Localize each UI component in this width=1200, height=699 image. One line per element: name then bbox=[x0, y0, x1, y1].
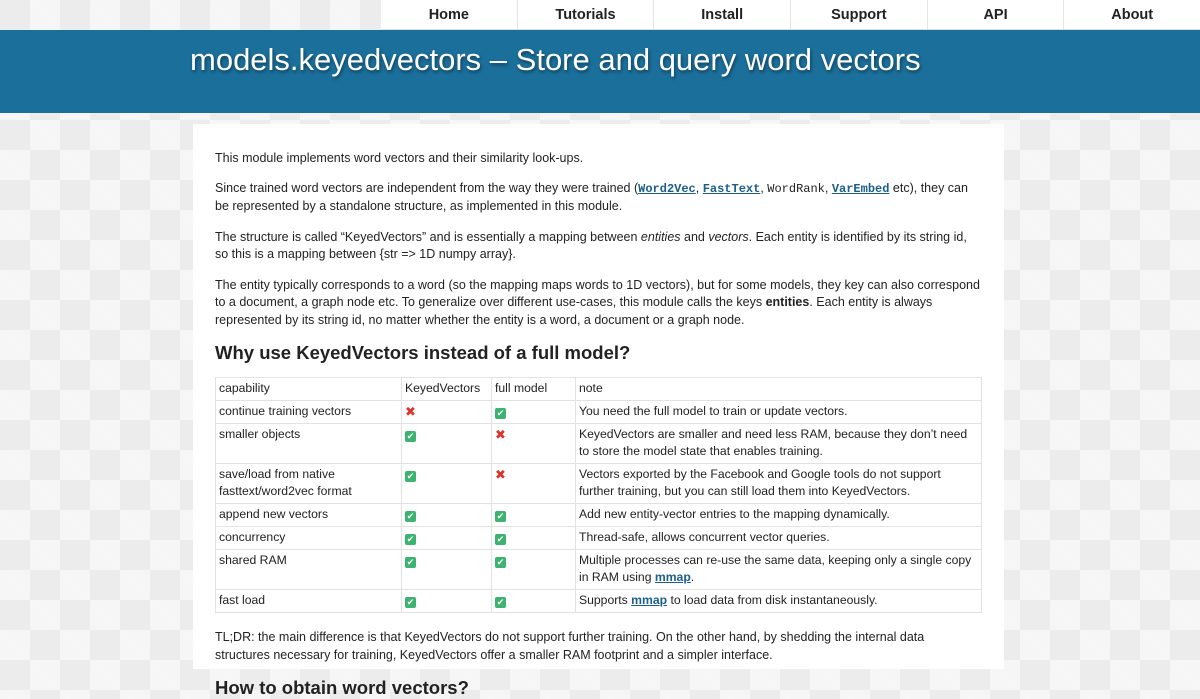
capability-cell: save/load from native fasttext/word2vec format bbox=[216, 464, 402, 504]
intro-paragraph-4: The entity typically corresponds to a word (so the mapping maps words to 1D vectors), but for some models, they key can also correspond to a document, a graph node etc. To generalize over different use-cases, this module calls the keys entities. Each entity is always represented by its string id, no matter whether the entity is a word, a document or a graph node. bbox=[215, 277, 980, 327]
table-row bbox=[216, 550, 982, 590]
full-model-cell bbox=[492, 590, 576, 613]
full-model-cell bbox=[492, 401, 576, 424]
title-banner bbox=[0, 30, 1200, 113]
table-row bbox=[216, 504, 982, 527]
keyedvectors-cell bbox=[402, 424, 492, 464]
header-keyedvectors: KeyedVectors bbox=[402, 378, 492, 401]
capability-cell: fast load bbox=[216, 590, 402, 613]
nav-home[interactable]: Home bbox=[428, 7, 469, 23]
header-capability: capability bbox=[216, 378, 402, 401]
word2vec-link[interactable]: Word2Vec bbox=[638, 181, 696, 196]
capability-cell: continue training vectors bbox=[216, 401, 402, 424]
full-model-cell bbox=[492, 464, 576, 504]
fasttext-link[interactable]: FastText bbox=[702, 181, 761, 196]
full-model-cell bbox=[492, 504, 576, 527]
mmap-link[interactable]: mmap bbox=[654, 570, 691, 584]
table-header-row bbox=[216, 378, 982, 401]
note-cell: Supports mmap to load data from disk instantaneously. bbox=[576, 590, 982, 613]
check-mark-icon: ✔ bbox=[406, 557, 415, 567]
table-row bbox=[216, 464, 982, 504]
capability-cell: concurrency bbox=[216, 527, 402, 550]
capability-cell: append new vectors bbox=[216, 504, 402, 527]
keyedvectors-cell bbox=[402, 401, 492, 424]
check-mark-icon: ✔ bbox=[496, 408, 505, 418]
note-cell: Vectors exported by the Facebook and Google tools do not support further training, but you can still load them into KeyedVectors. bbox=[576, 464, 982, 504]
tldr-paragraph: TL;DR: the main difference is that KeyedVectors do not support further training. On the other hand, by shedding the internal data structures necessary for training, KeyedVectors offer a smaller RAM footprint and a simpler interface. bbox=[215, 630, 925, 662]
check-mark-icon: ✔ bbox=[406, 471, 415, 481]
table-row bbox=[216, 424, 982, 464]
table-row bbox=[216, 527, 982, 550]
section-heading-why: Why use KeyedVectors instead of a full model? bbox=[215, 342, 631, 363]
intro-paragraph-1: This module implements word vectors and their similarity look-ups. bbox=[215, 151, 584, 165]
nav-api[interactable]: API bbox=[927, 0, 1064, 29]
intro-paragraph-3: The structure is called “KeyedVectors” and is essentially a mapping between entities and vectors. Each entity is identified by its string id, so this is a mapping between {str => 1D numpy array}. bbox=[215, 229, 967, 261]
wordrank-code: WordRank bbox=[767, 181, 825, 196]
nav-about[interactable]: About bbox=[1063, 0, 1200, 29]
check-mark-icon: ✔ bbox=[496, 534, 505, 544]
page-title: models.keyedvectors – Store and query word vectors bbox=[190, 42, 921, 77]
note-cell: You need the full model to train or update vectors. bbox=[576, 401, 982, 424]
table-row bbox=[216, 401, 982, 424]
intro-paragraph-2: Since trained word vectors are independent from the way they were trained (Word2Vec, FastText, WordRank, VarEmbed etc), they can be represented by a standalone structure, as implemented in this module. bbox=[215, 180, 968, 213]
nav-install[interactable]: Install bbox=[653, 0, 790, 29]
check-mark-icon: ✔ bbox=[406, 511, 415, 521]
note-cell: Multiple processes can re-use the same data, keeping only a single copy in RAM using mmap. bbox=[576, 550, 982, 590]
note-cell: Add new entity-vector entries to the mapping dynamically. bbox=[576, 504, 982, 527]
keyedvectors-cell bbox=[402, 504, 492, 527]
table-row bbox=[216, 590, 982, 613]
full-model-cell bbox=[492, 527, 576, 550]
full-model-cell bbox=[492, 424, 576, 464]
nav-tutorials[interactable]: Tutorials bbox=[517, 0, 654, 29]
header-full-model: full model bbox=[492, 378, 576, 401]
header-note: note bbox=[576, 378, 982, 401]
mmap-link[interactable]: mmap bbox=[631, 593, 668, 607]
check-mark-icon: ✔ bbox=[406, 431, 415, 441]
cross-mark-icon: ✖ bbox=[495, 427, 506, 442]
keyedvectors-cell bbox=[402, 550, 492, 590]
cross-mark-icon: ✖ bbox=[495, 467, 506, 482]
top-nav bbox=[381, 0, 1200, 30]
section-heading-obtain: How to obtain word vectors? bbox=[215, 677, 469, 698]
full-model-cell bbox=[492, 550, 576, 590]
capability-cell: smaller objects bbox=[216, 424, 402, 464]
check-mark-icon: ✔ bbox=[496, 557, 505, 567]
nav-support[interactable]: Support bbox=[790, 0, 927, 29]
keyedvectors-cell bbox=[402, 590, 492, 613]
check-mark-icon: ✔ bbox=[496, 511, 505, 521]
varembed-link[interactable]: VarEmbed bbox=[831, 181, 890, 196]
cross-mark-icon: ✖ bbox=[405, 404, 416, 419]
check-mark-icon: ✔ bbox=[406, 597, 415, 607]
main-content bbox=[193, 124, 1004, 698]
note-cell: KeyedVectors are smaller and need less RAM, because they don’t need to store the model state that enables training. bbox=[576, 424, 982, 464]
capability-cell: shared RAM bbox=[216, 550, 402, 590]
keyedvectors-cell bbox=[402, 464, 492, 504]
note-cell: Thread-safe, allows concurrent vector queries. bbox=[576, 527, 982, 550]
comparison-table bbox=[215, 377, 982, 613]
keyedvectors-cell bbox=[402, 527, 492, 550]
check-mark-icon: ✔ bbox=[496, 597, 505, 607]
check-mark-icon: ✔ bbox=[406, 534, 415, 544]
